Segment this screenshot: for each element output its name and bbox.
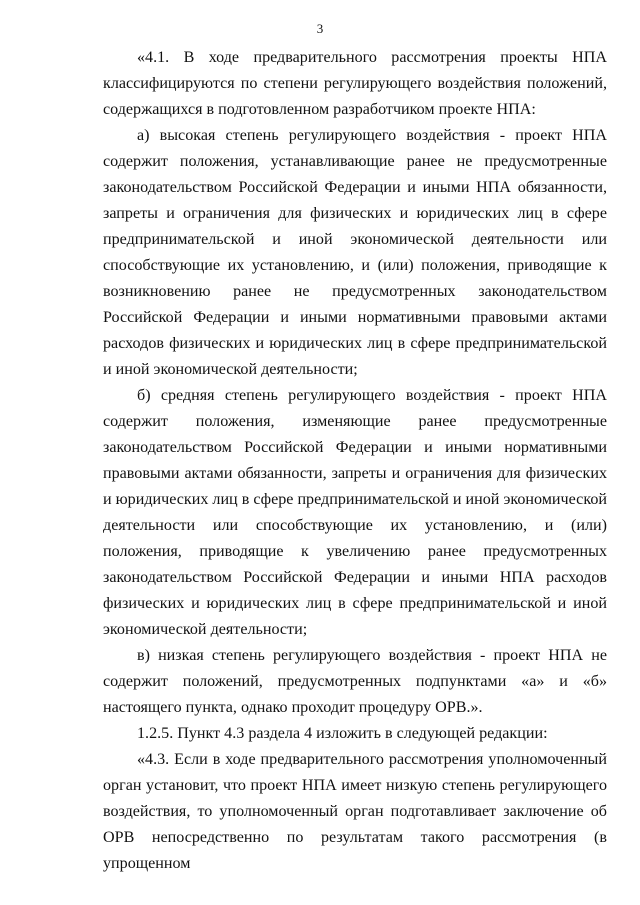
document-body: [103, 45, 607, 877]
paragraph-low-degree: в) низкая степень регулирующего воздействия - проект НПА не содержит положений, предусмотренных подпунктами «а» и «б» настоящего пункта, однако проходит процедуру ОРВ.».: [103, 647, 607, 716]
paragraph-1-2-5: 1.2.5. Пункт 4.3 раздела 4 изложить в следующей редакции:: [137, 725, 548, 742]
paragraph-4-3: «4.3. Если в ходе предварительного рассмотрения уполномоченный орган установит, что проект НПА имеет низкую степень регулирующего воздействия, то уполномоченный орган подготавливает заключение об ОРВ непосредственно по результатам такого рассмотрения (в упрощенном: [103, 751, 607, 872]
page-number: 3: [316, 21, 324, 36]
paragraph-medium-degree: б) средняя степень регулирующего воздействия - проект НПА содержит положения, изменяющие ранее предусмотренные законодательством Российской Федерации и иными нормативными правовыми актами обязанности, запреты и ограничения для физических и юридических лиц в сфере предпринимательской и иной экономической деятельности или способствующие их установлению, и (или) положения, приводящие к увеличению ранее предусмотренных законодательством Российской Федерации и иными НПА расходов физических и юридических лиц в сфере предпринимательской и иной экономической деятельности;: [103, 387, 607, 638]
paragraph-high-degree: а) высокая степень регулирующего воздействия - проект НПА содержит положения, устанавливающие ранее не предусмотренные законодательством Российской Федерации и иными НПА обязанности, запреты и ограничения для физических и юридических лиц в сфере предпринимательской и иной экономической деятельности или способствующие их установлению, и (или) положения, приводящие к возникновению ранее не предусмотренных законодательством Российской Федерации и иными нормативными правовыми актами расходов физических и юридических лиц в сфере предпринимательской и иной экономической деятельности;: [103, 127, 607, 378]
paragraph-4-1: «4.1. В ходе предварительного рассмотрения проекты НПА классифицируются по степени регулирующего воздействия положений, содержащихся в подготовленном разработчиком проекте НПА:: [103, 49, 607, 118]
